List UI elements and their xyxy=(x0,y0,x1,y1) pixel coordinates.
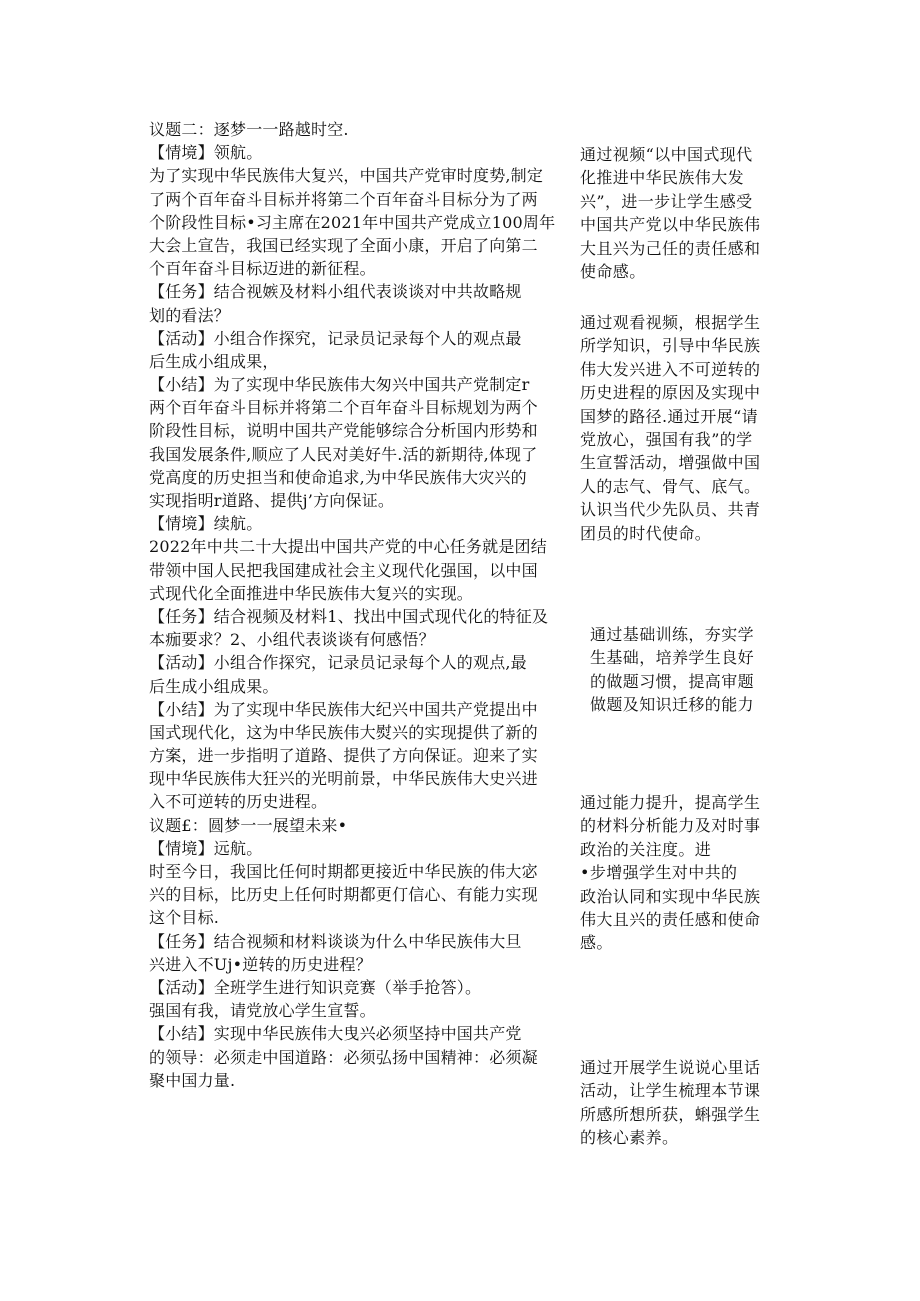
text-line: 带领中国人民把我国建成社会主义现代化强国，以中国 xyxy=(149,560,538,580)
text-line: 这个目标. xyxy=(149,908,220,928)
design-intent-note-4 xyxy=(580,791,780,955)
note-line: 通过视频“以中国式现代 xyxy=(580,145,753,164)
note-line: 通过基础训练，夯实学 xyxy=(590,625,755,644)
note-line: 化推进中华民族伟大发 xyxy=(580,168,745,188)
note-line: 国梦的路径.通过开展“请 xyxy=(580,406,759,426)
note-line: 人的志气、骨气、底气。 xyxy=(580,476,761,496)
text-line: 两个百年奋斗目标并将第二个百年奋斗目标规划为两个 xyxy=(149,398,538,418)
note-line: 伟大且兴的责任感和使命 xyxy=(580,909,761,929)
text-line: 【情境】领航。 xyxy=(149,143,263,163)
text-line: 本痂要求？2、小组代表谈谈有何感悟？ xyxy=(149,630,435,650)
text-line: 2022年中共二十大提出中国共产党的中心任务就是团结 xyxy=(149,537,547,557)
note-line: 生宣誓活动，增强做中国 xyxy=(580,453,761,473)
text-line: 现中华民族伟大狂兴的光明前景，中华民族伟大史兴进 xyxy=(149,769,538,789)
text-line: 入不可逆转的历史进程。 xyxy=(149,792,328,812)
text-line: 时至今日，我国比任何时期都更接近中华民族的伟大宓 xyxy=(149,862,538,881)
note-line: 做题及知识迁移的能力 xyxy=(590,695,755,715)
note-line: 的做题习惯，提高审题 xyxy=(590,671,755,691)
note-line: 认识当代少先队员、共青 xyxy=(580,500,761,520)
text-line: 【活动】小组合作探究，记录员记录每个人的观点,最 xyxy=(149,653,527,673)
text-line: 实现指明r道路、提供j’方向保证。 xyxy=(149,491,395,510)
design-intent-note-2 xyxy=(580,311,780,545)
text-line: 兴进入不Uj•逆转的历史进程？ xyxy=(149,954,372,974)
note-line: 的核心素养。 xyxy=(580,1128,679,1148)
note-line: 生基础，培养学生良好 xyxy=(590,648,755,668)
text-line: 的领导：必须走中国道路：必须弘扬中国精神：必须凝 xyxy=(149,1047,538,1067)
lesson-procedure-column xyxy=(149,118,567,1092)
text-line: 个百年奋斗目标迈进的新征程。 xyxy=(149,259,376,279)
note-line: 感。 xyxy=(580,933,613,953)
text-line: 【活动】全班学生进行知识竞赛（举手抢答）。 xyxy=(149,977,482,997)
note-line: 大且兴为己任的责任感和 xyxy=(580,238,761,258)
text-line: 【小结】为了实现中华民族伟大纪兴中国共产党提出中 xyxy=(149,699,538,719)
note-line: 兴”，进一步让学生感受 xyxy=(580,191,753,211)
note-line: 所感所想所获，蝌强学生 xyxy=(580,1104,761,1124)
text-line: 【小结】为了实现中华民族伟大匆兴中国共产党制定r xyxy=(149,375,530,395)
text-line: 【任务】结合视嫉及材料小组代表谈谈对中共故略规 xyxy=(149,282,522,302)
note-line: 使命感。 xyxy=(580,261,646,281)
text-line: 兴的目标，比历史上任何时期都更仃信心、有能力实现 xyxy=(149,885,538,905)
text-line: 国式现代化，这为中华民族伟大熨兴的实现提供了新的 xyxy=(149,722,538,742)
text-line: 为了实现中华民族伟大复兴，中国共产党审时度势,制定 xyxy=(149,166,544,186)
note-line: 政治认同和实现中华民族 xyxy=(580,886,761,906)
text-line: 后生成小组成果。 xyxy=(149,676,279,696)
text-line: 【情境】远航。 xyxy=(149,838,263,858)
note-line: 中国共产党以中华民族伟 xyxy=(580,215,761,235)
note-line: •步增强学生对中共的 xyxy=(580,863,738,883)
note-line: 通过观看视频，根据学生 xyxy=(580,313,761,332)
note-line: 所学知识，引导中华民族 xyxy=(580,336,761,356)
text-line: 后生成小组成果， xyxy=(149,351,279,371)
note-line: 历史进程的原因及实现中 xyxy=(580,383,761,403)
note-line: 的材料分析能力及对时事 xyxy=(580,816,761,836)
text-line: 议题二：逐梦一一路越时空. xyxy=(149,120,349,139)
text-line: 【情境】续航。 xyxy=(149,514,263,534)
note-line: 通过开展学生说说心里话 xyxy=(580,1058,761,1077)
note-line: 团员的时代使命。 xyxy=(580,523,712,543)
design-intent-note-5 xyxy=(580,1056,780,1150)
text-line: 【活动】小组合作探究，记录员记录每个人的观点最 xyxy=(149,328,522,348)
design-intent-note-1 xyxy=(580,143,780,283)
note-line: 通过能力提升，提高学生 xyxy=(580,793,761,812)
text-line: 聚中国力量. xyxy=(149,1070,236,1090)
text-line: 阶段性目标，说明中国共产党能够综合分析国内形势和 xyxy=(149,421,538,441)
note-line: 伟大发兴进入不可逆转的 xyxy=(580,359,761,379)
design-intent-note-3 xyxy=(590,623,790,717)
note-line: 活动，让学生梳理本节课 xyxy=(580,1081,761,1101)
text-line: 大会上宣告，我国已经实现了全面小康，开启了向第二 xyxy=(149,235,538,255)
text-line: 个阶段性目标•习主席在2021年中国共产党成立100周年 xyxy=(149,212,556,232)
text-line: 【任务】结合视频及材料1、找出中国式现代化的特征及 xyxy=(149,606,549,626)
text-line: 我国发展条件,顺应了人民对美好牛.活的新期待,体现了 xyxy=(149,444,538,464)
text-line: 划的看法？ xyxy=(149,305,231,325)
text-line: 党高度的历史担当和使命追求,为中华民族伟大灾兴的 xyxy=(149,467,527,487)
text-line: 【小结】实现中华民族伟大曳兴必须坚持中国共产党 xyxy=(149,1024,522,1044)
text-line: 方案，进一步指明了道路、提供了方向保证。迎来了实 xyxy=(149,746,538,766)
text-line: 议题£：圆梦一一展望未来• xyxy=(149,815,348,835)
text-line: 强国有我，请党放心学生宣誓。 xyxy=(149,1001,376,1021)
text-line: 【任务】结合视频和材料谈谈为什么中华民族伟大旦 xyxy=(149,931,522,951)
text-line: 式现代化全面推进中华民族伟大复兴的实现。 xyxy=(149,583,474,603)
note-line: 党放心，强国有我”的学 xyxy=(580,429,753,449)
text-line: 了两个百年奋斗目标并将第二个百年奋斗目标分为了两 xyxy=(149,189,538,209)
note-line: 政治的关注度。进 xyxy=(580,839,712,859)
